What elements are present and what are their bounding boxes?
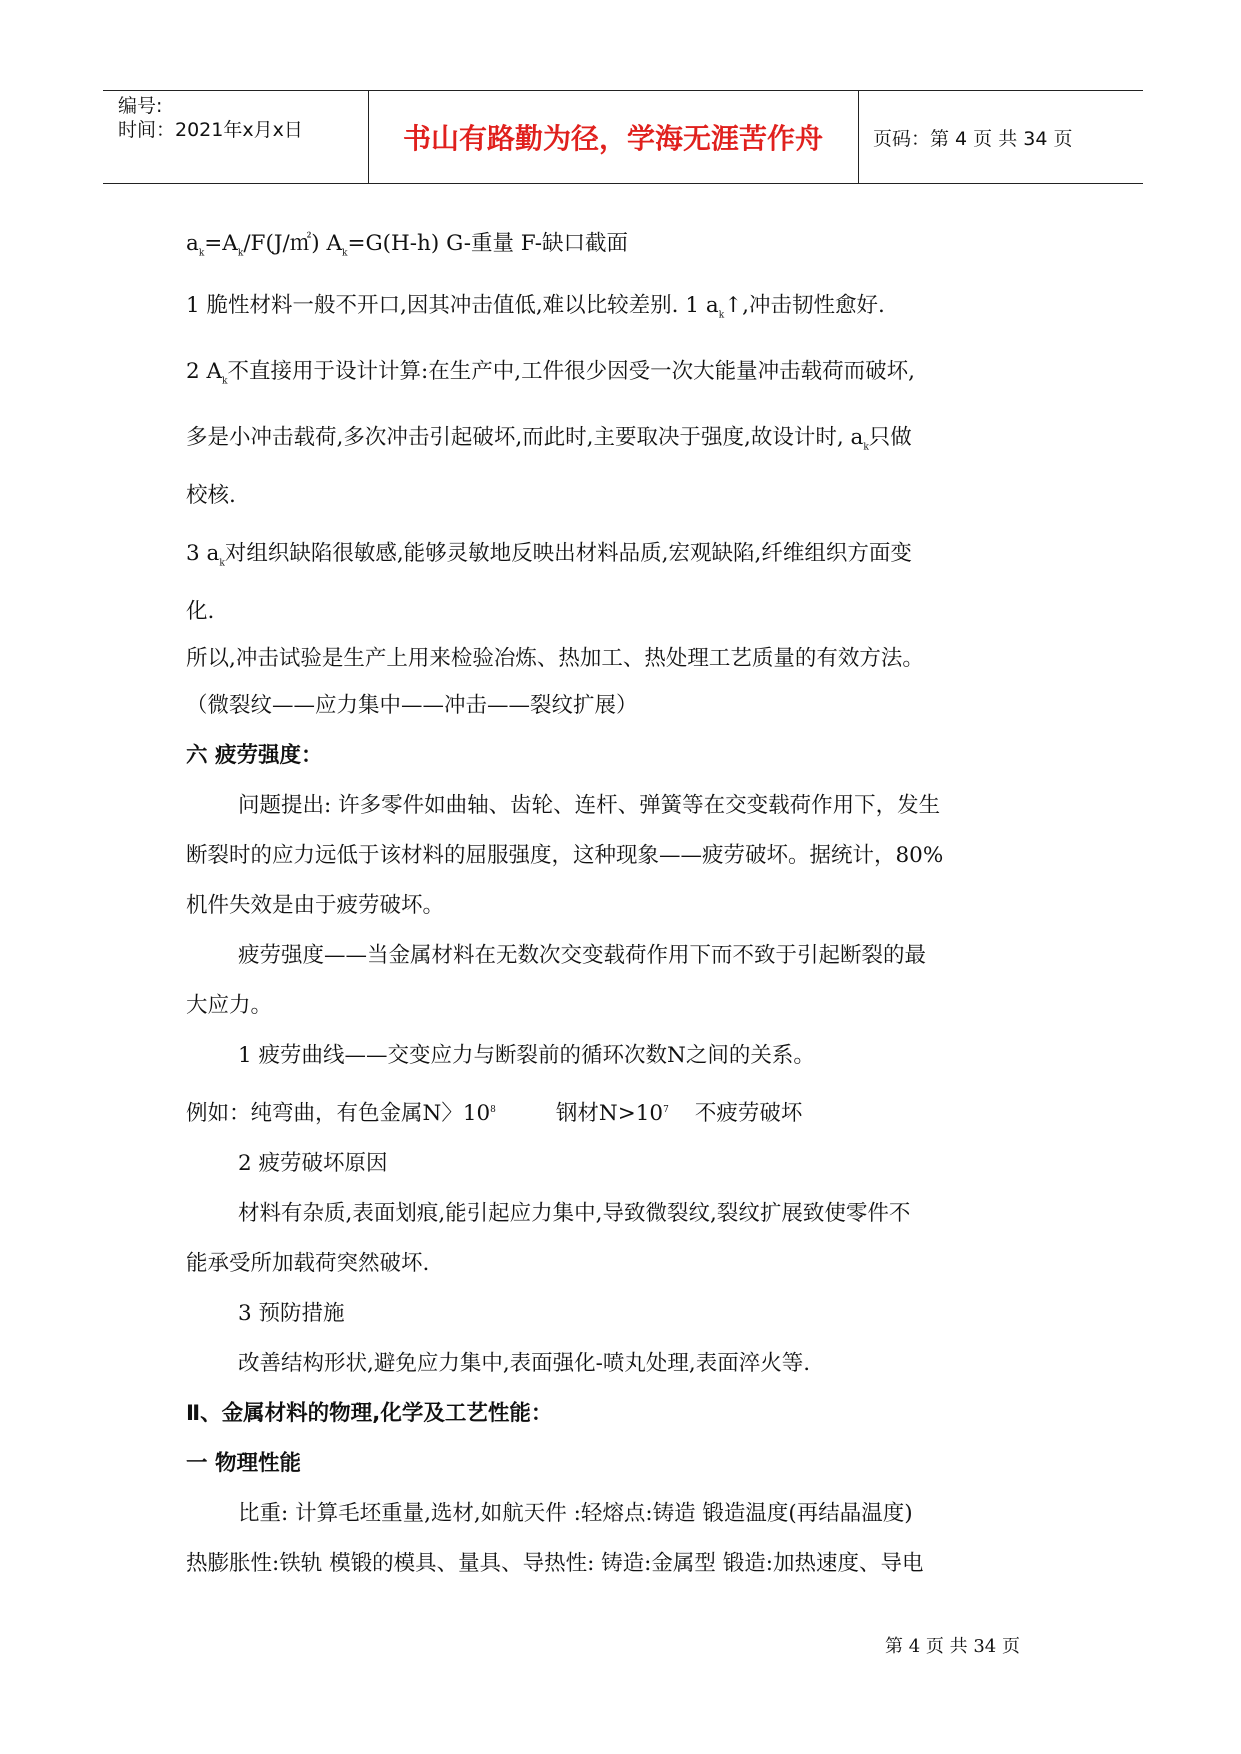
section-heading: 六 疲劳强度： [186,743,323,768]
page-header [103,90,1143,184]
text-line: 比重: 计算毛坯重量,选材,如航天件 :轻熔点:铸造 锻造温度(再结晶温度) [238,1501,913,1526]
text-line: 疲劳强度——当金属材料在无数次交变载荷作用下而不致于引起断裂的最 [238,943,927,968]
text-line: 机件失效是由于疲劳破坏。 [186,893,445,918]
text-line: 3 预防措施 [238,1301,345,1326]
text-line: 所以,冲击试验是生产上用来检验冶炼、热加工、热处理工艺质量的有效方法。 [186,646,924,671]
text-line: 大应力。 [186,993,273,1018]
doc-time: 时间：2021年x月x日 [118,119,303,141]
header-meta [118,94,368,180]
text-line: 2 $A_k$不直接用于设计计算:在生产中,工件很少因受一次大能量冲击载荷而破坏, [186,359,915,387]
text-line: 例如：纯弯曲，有色金属N〉$10^8$ 钢材$N>10^7$ 不疲劳破坏 [186,1101,803,1127]
text-line: 多是小冲击载荷,多次冲击引起破坏,而此时,主要取决于强度,故设计时, $a_k$只做 [186,425,912,453]
page-footer: 第 4 页 共 34 页 [885,1636,1020,1657]
text-line: 3 $a_k$对组织缺陷很敏感,能够灵敏地反映出材料品质,宏观缺陷,纤维组织方面变 [186,541,912,569]
section-heading: Ⅱ、金属材料的物理,化学及工艺性能： [186,1401,553,1426]
text-line: 问题提出: 许多零件如曲轴、齿轮、连杆、弹簧等在交变载荷作用下，发生 [238,793,941,818]
text-line: 2 疲劳破坏原因 [238,1151,388,1176]
formula-line: $a_k=A_k/F(J/㎡)$ $A_k=G(H-h)$ G-重量 F-缺口截面 [186,231,629,259]
text-line: （微裂纹——应力集中——冲击——裂纹扩展） [186,693,638,718]
text-line: 1 疲劳曲线——交变应力与断裂前的循环次数N之间的关系。 [238,1043,815,1068]
text-line: 材料有杂质,表面划痕,能引起应力集中,导致微裂纹,裂纹扩展致使零件不 [238,1201,911,1226]
header-page-code: 页码：第 4 页 共 34 页 [873,127,1073,150]
text-line: 断裂时的应力远低于该材料的屈服强度，这种现象——疲劳破坏。据统计，80% [186,843,944,868]
text-line: 1 脆性材料一般不开口,因其冲击值低,难以比较差别. 1 $a_k↑$,冲击韧性愈好. [186,293,885,321]
text-line: 校核. [186,483,236,508]
text-line: 改善结构形状,避免应力集中,表面强化-喷丸处理,表面淬火等. [238,1351,811,1376]
text-line: 化. [186,599,215,624]
header-motto: 书山有路勤为径，学海无涯苦作舟 [402,122,823,155]
doc-number-label: 编号: [118,95,163,117]
text-line: 能承受所加载荷突然破坏. [186,1251,430,1276]
header-divider [858,91,859,183]
section-heading: 一 物理性能 [186,1451,301,1476]
text-line: 热膨胀性:铁轨 模锻的模具、量具、导热性: 铸造:金属型 锻造:加热速度、导电 [186,1551,924,1576]
